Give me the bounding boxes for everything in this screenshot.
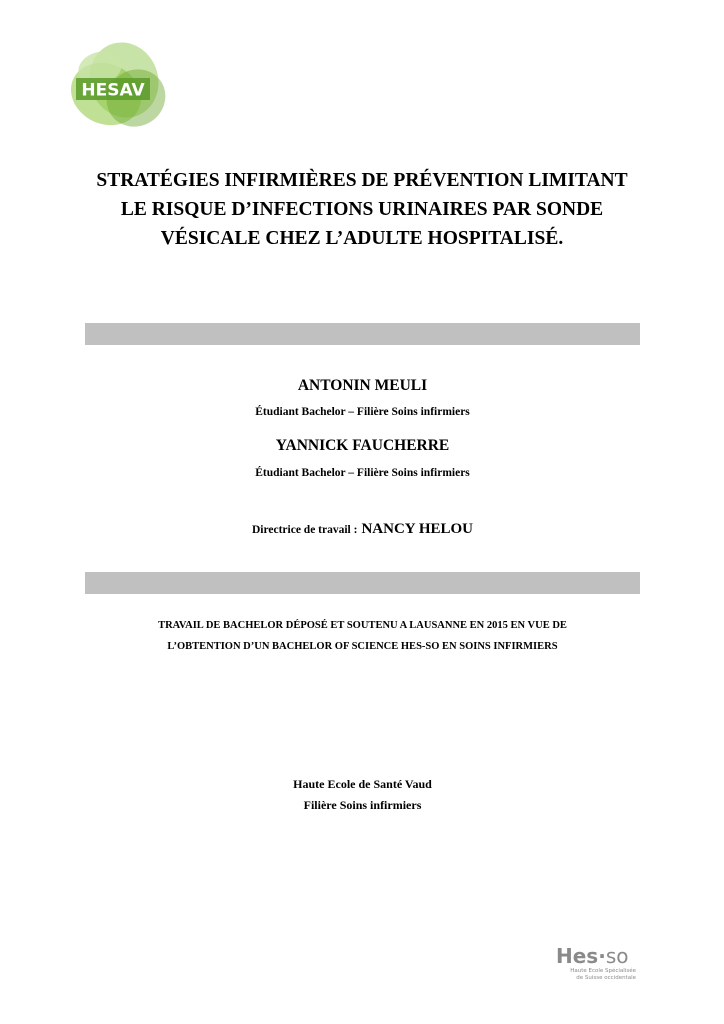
hes-so-sub-line-2: de Suisse occidentale (576, 975, 636, 981)
divider-band-top (85, 323, 640, 345)
hes-so-subtitle (570, 968, 636, 982)
hesav-logo-graphic (60, 38, 178, 138)
hes-so-mark-dot: · (598, 944, 606, 968)
school-info (85, 774, 640, 816)
hesav-logo-text: HESAV (81, 80, 145, 101)
title-line-1: STRATÉGIES INFIRMIÈRES DE PRÉVENTION LIMITANT (96, 170, 628, 191)
author-2-name: YANNICK FAUCHERRE (275, 437, 450, 454)
hes-so-mark-light: so (605, 944, 629, 968)
author-2-role: Étudiant Bachelor – Filière Soins infirmiers (255, 467, 470, 479)
author-1-role: Étudiant Bachelor – Filière Soins infirmiers (255, 406, 470, 418)
director-label: Directrice de travail : (251, 524, 358, 536)
director-line (85, 520, 640, 538)
hes-so-sub-line-1: Haute Ecole Spécialisée (570, 968, 636, 974)
thesis-line-2: L’OBTENTION D’UN BACHELOR OF SCIENCE HES-SO EN SOINS INFIRMIERS (167, 641, 558, 652)
hesav-logo (60, 38, 178, 138)
hes-so-mark (556, 945, 646, 967)
divider-band-bottom (85, 572, 640, 594)
title-line-2: LE RISQUE D’INFECTIONS URINAIRES PAR SONDE (120, 199, 604, 220)
title-line-3: VÉSICALE CHEZ L’ADULTE HOSPITALISÉ. (160, 228, 564, 249)
thesis-line-1: TRAVAIL DE BACHELOR DÉPOSÉ ET SOUTENU A LAUSANNE EN 2015 EN VUE DE (158, 620, 567, 631)
thesis-statement (85, 615, 640, 657)
hes-so-logo (556, 945, 646, 985)
document-title (60, 166, 664, 253)
school-program: Filière Soins infirmiers (303, 798, 422, 812)
author-1-name: ANTONIN MEULI (297, 377, 428, 394)
director-name: NANCY HELOU (361, 521, 474, 537)
hes-so-mark-strong: Hes (556, 944, 599, 968)
school-name: Haute Ecole de Santé Vaud (293, 777, 432, 791)
